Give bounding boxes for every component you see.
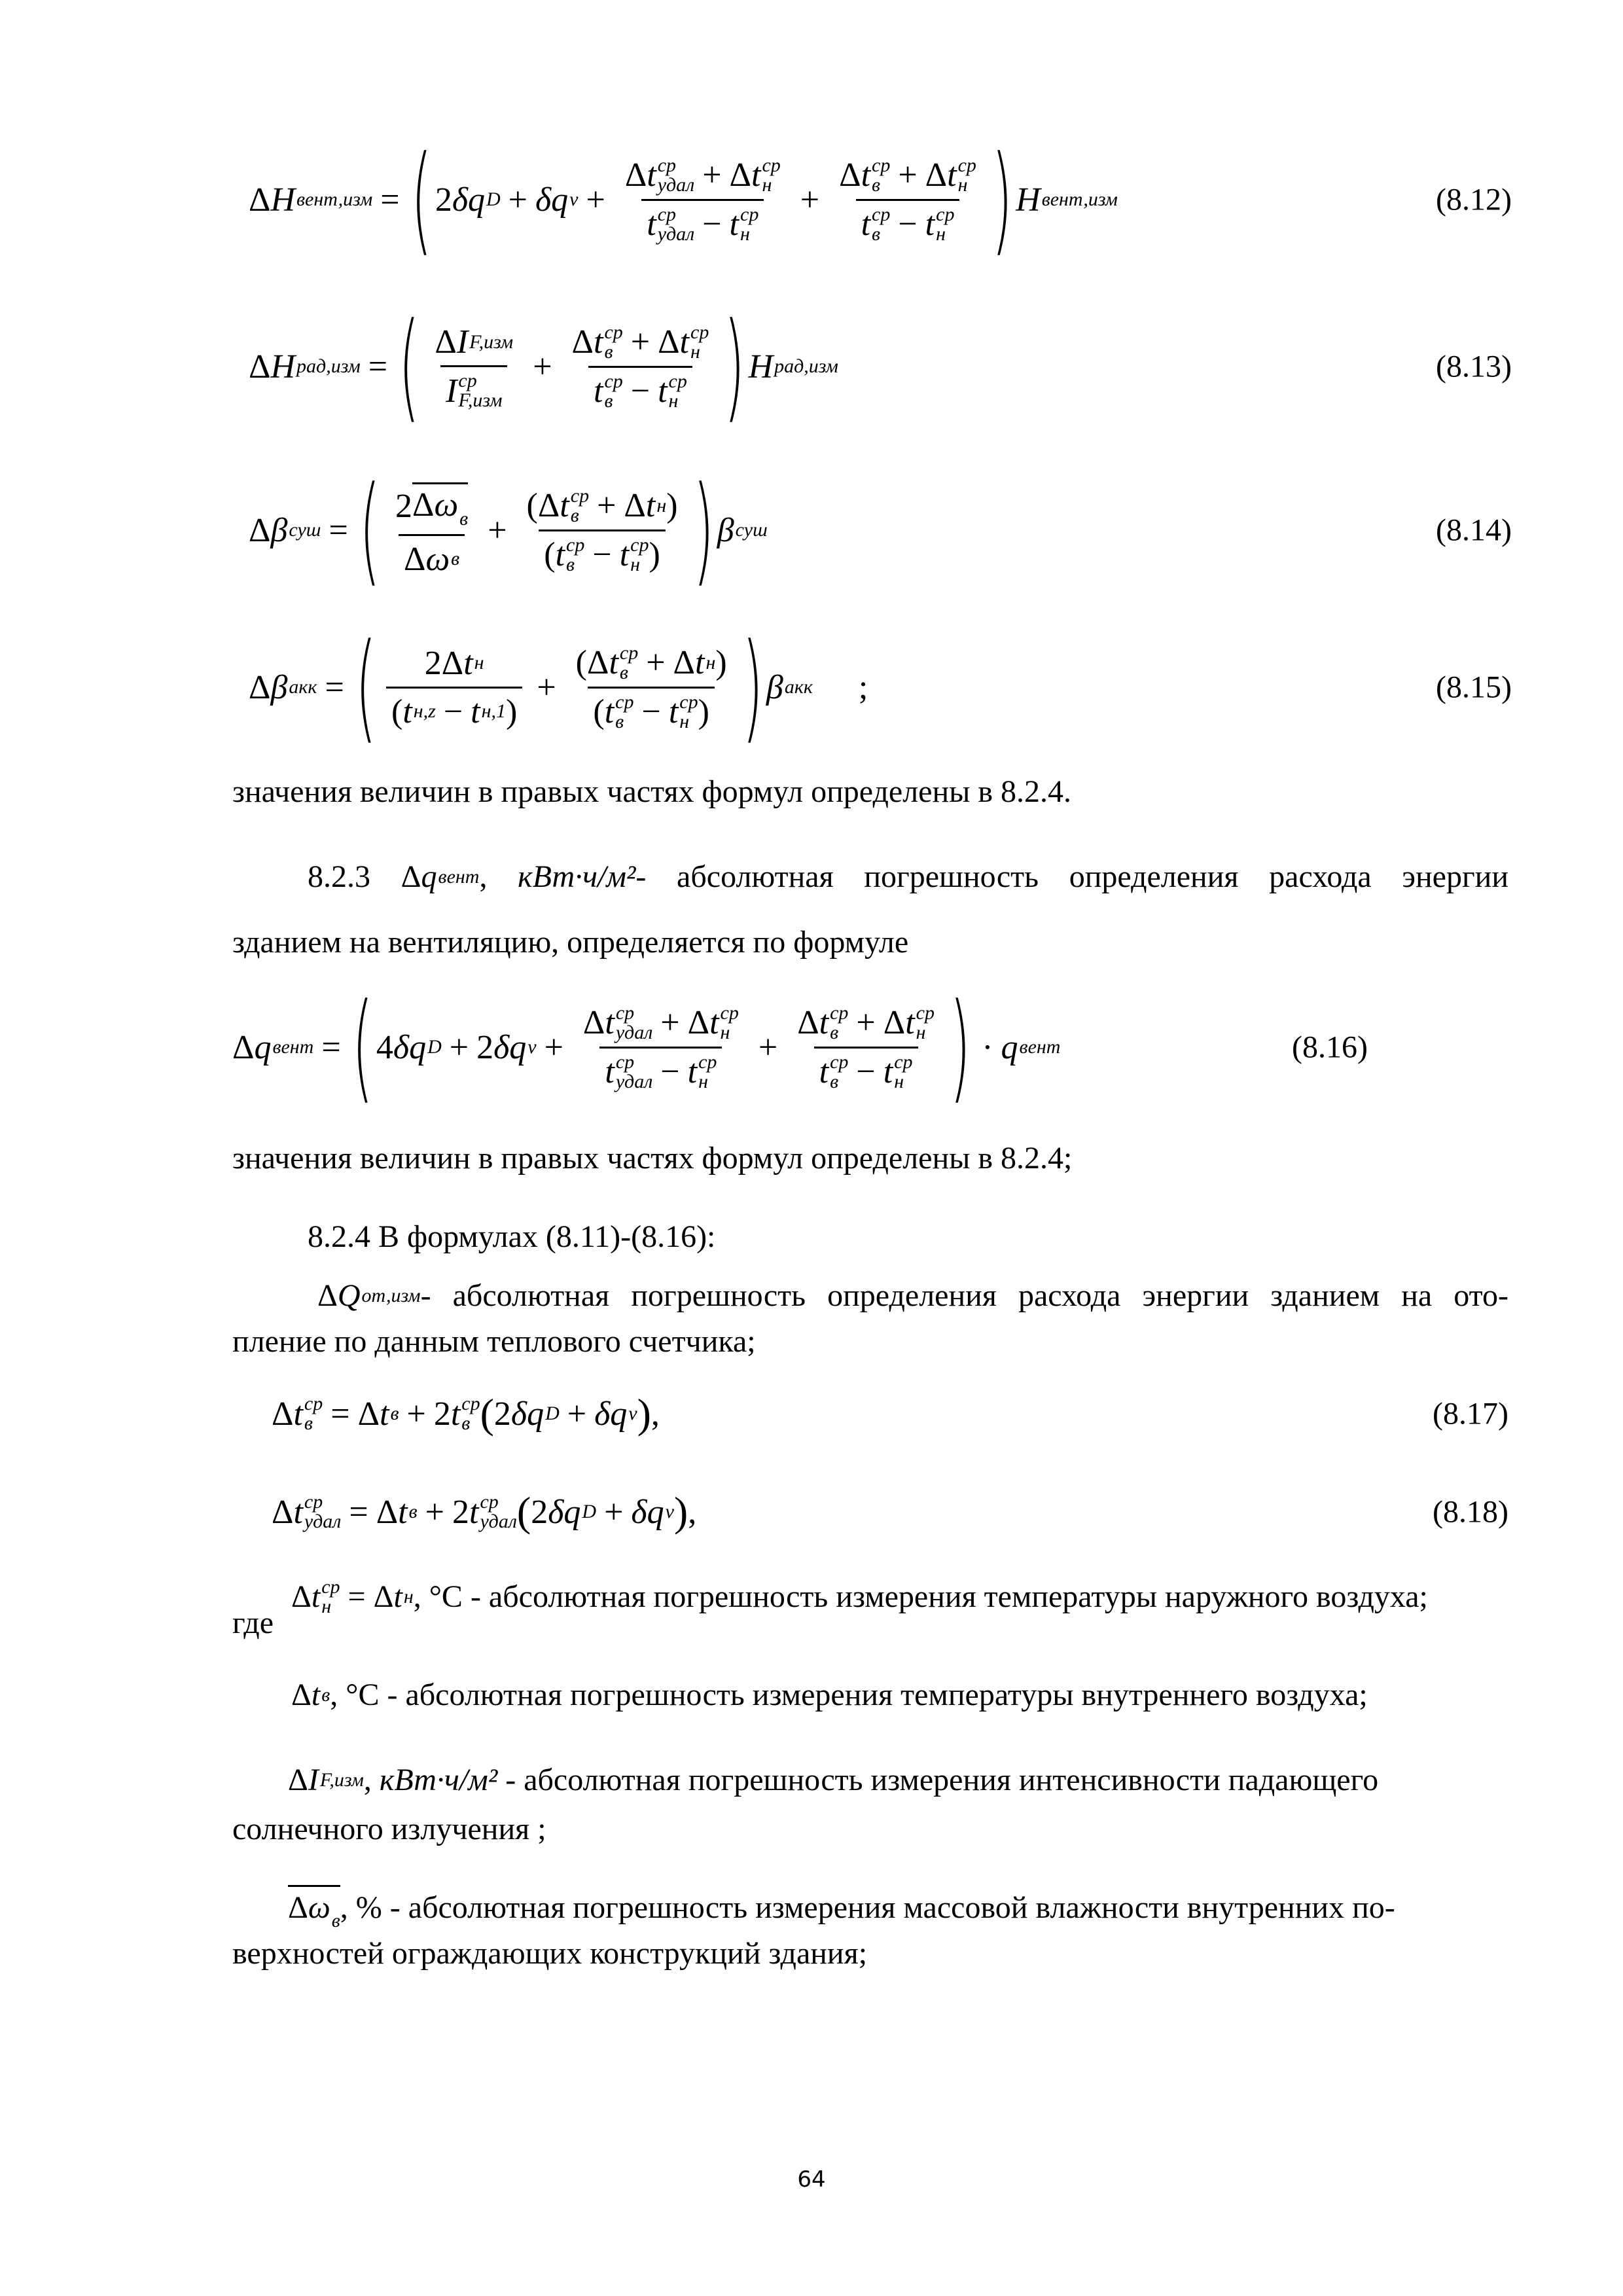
unit: кВт·ч/м² (518, 859, 636, 894)
equation-number: (8.17) (1433, 1396, 1508, 1431)
formula: Δ H вент,изм = ( 2 δq D + δq v + Δ t ср удал + Δ t ср н t ср удал − t ср н + Δ t ср в + Δ t ср н t ср в − t ср н ) H вент,изм (249, 131, 1118, 268)
formula: Δ β акк = ( 2Δ t н ( t н,z − t н,1 ) + (Δ t ср в + Δ t н ) ( t ср в − t ср н ) ) β акк ; (249, 619, 868, 755)
equation-8-15 (249, 619, 1512, 755)
equation-8-17 (272, 1381, 1508, 1446)
equation-8-14 (249, 461, 1512, 598)
equation-number: (8.15) (1436, 670, 1512, 705)
where-label: где (232, 1605, 274, 1640)
equation-8-18 (272, 1479, 1508, 1545)
formula: Δ q вент = ( 4 δq D + 2 δq v + Δ t ср удал + Δ t ср н t ср удал − t ср н + Δ t ср в + Δ t ср н t ср в − t ср н ) · q вент (232, 978, 1061, 1115)
formula: Δ H рад,изм = ( Δ I F,изм I ср F,изм + Δ t ср в + Δ t ср н t ср в − t ср н ) H рад,изм (249, 298, 838, 435)
paragraph-continuation: верхностей ограждающих конструкций здания; (232, 1936, 868, 1971)
equation-number: (8.13) (1436, 349, 1512, 384)
paragraph-continuation: солнечного излучения ; (232, 1812, 546, 1846)
definition-delta-I: Δ I F,изм , кВт·ч/м² - абсолютная погрешность измерения интенсивности падающего (288, 1763, 1379, 1797)
formula: Δ β суш = ( 2 $\Delta\omega_в$ Δ ω в + (Δ t ср в + Δ t н ) ( t ср в − t ср н ) ) β суш (249, 461, 768, 598)
definition-delta-tv: Δ t в , °С - абсолютная погрешность измерения температуры внутреннего воздуха; (291, 1677, 1368, 1712)
equation-number: (8.14) (1436, 512, 1512, 548)
equation-number: (8.12) (1436, 182, 1512, 217)
equation-8-12 (249, 131, 1512, 268)
semicolon: ; (858, 668, 868, 706)
delta-Q-ot: Δ Q от,изм (317, 1278, 421, 1313)
formula: Δ t ср удал = Δ t в + 2 t ср удал ( 2 δq D + δq v ) , (272, 1488, 697, 1535)
paragraph: значения величин в правых частях формул определены в 8.2.4. (232, 774, 1072, 809)
equation-number: (8.18) (1433, 1494, 1508, 1530)
equation-8-16 (232, 978, 1368, 1115)
equation-number: (8.16) (1292, 1030, 1368, 1065)
paragraph-8-2-4: 8.2.4 В формулах (8.11)-(8.16): (308, 1219, 716, 1254)
delta-q-vent: Δ q вент , (401, 859, 488, 894)
definition-delta-omega: $\Delta\omega_в$ , % - абсолютная погрешность измерения массовой влажности внутренних по- (288, 1885, 1518, 1941)
definition-delta-tn: Δ t ср н = Δ t н , °С - абсолютная погрешность измерения температуры наружного воздуха; (291, 1576, 1428, 1617)
paragraph-8-2-3: 8.2.3 Δ q вент , кВт·ч/м²- абсолютная погрешность определения расхода энергии (308, 857, 1508, 897)
section-number: 8.2.3 (308, 859, 370, 894)
paragraph-continuation: зданием на вентиляцию, определяется по формуле (232, 925, 909, 960)
formula: Δ t ср в = Δ t в + 2 t ср в ( 2 δq D + δq v ) , (272, 1390, 660, 1437)
paragraph: значения величин в правых частях формул определены в 8.2.4; (232, 1141, 1073, 1175)
paragraph-continuation: пление по данным теплового счетчика; (232, 1324, 756, 1359)
equation-8-13 (249, 298, 1512, 435)
definition-delta-q: Δ Q от,изм - абсолютная погрешность определения расхода энергии зданием на ото- (317, 1276, 1508, 1316)
page-number: 64 (797, 2166, 826, 2193)
